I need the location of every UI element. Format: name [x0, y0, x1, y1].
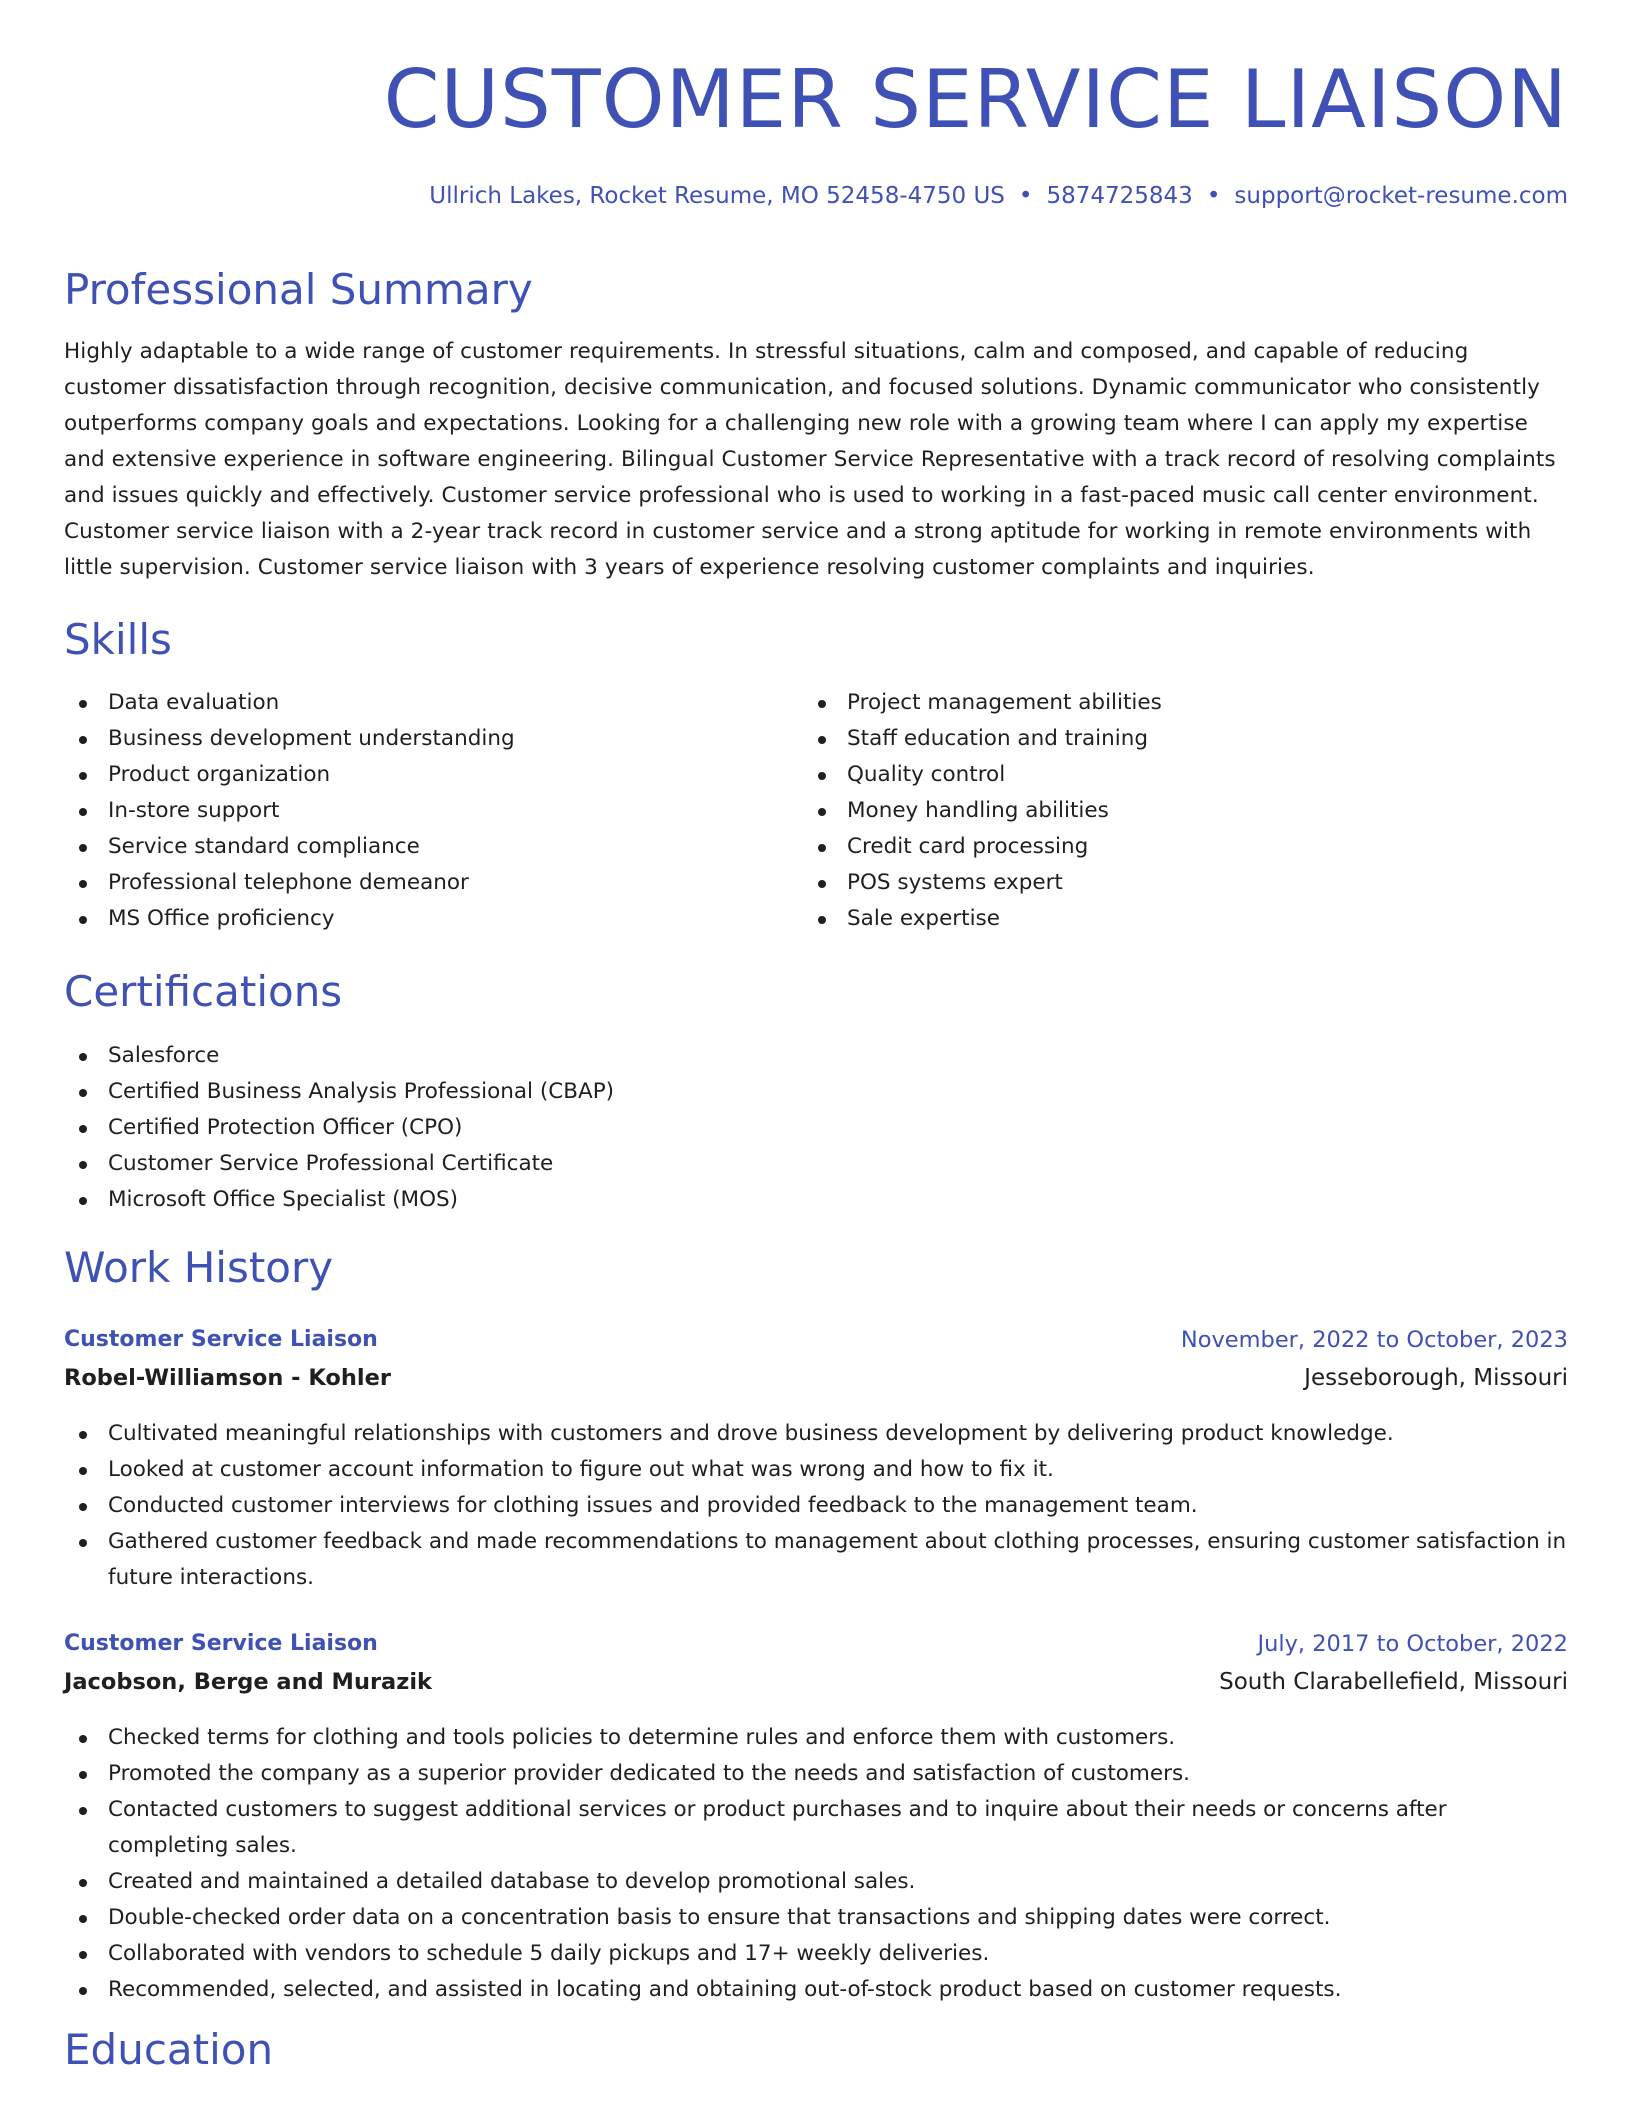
skill-item: Business development understanding	[64, 721, 784, 757]
skill-item: Professional telephone demeanor	[64, 865, 784, 901]
contact-separator: •	[1206, 183, 1221, 209]
resume-title: CUSTOMER SERVICE LIAISON	[383, 53, 1568, 146]
skill-item: Quality control	[803, 757, 1523, 793]
contact-phone[interactable]: 5874725843	[1046, 183, 1193, 209]
job-bullets	[64, 1720, 1568, 2008]
skill-item: MS Office proficiency	[64, 901, 784, 937]
job-dates: July, 2017 to October, 2022	[1257, 1631, 1568, 1657]
contact-email[interactable]: support@rocket-resume.com	[1234, 183, 1568, 209]
skill-item: Data evaluation	[64, 685, 784, 721]
job-bullets	[64, 1416, 1568, 1596]
job-company: Jacobson, Berge and Murazik	[64, 1669, 433, 1695]
job-bullet: Promoted the company as a superior provider dedicated to the needs and satisfaction of customers.	[64, 1756, 1568, 1792]
job-bullet: Double-checked order data on a concentration basis to ensure that transactions and shipping dates were correct.	[64, 1900, 1568, 1936]
certification-item: Microsoft Office Specialist (MOS)	[64, 1182, 1568, 1218]
job-bullet: Created and maintained a detailed database to develop promotional sales.	[64, 1864, 1568, 1900]
contact-line	[429, 180, 1568, 212]
skill-item: Sale expertise	[803, 901, 1523, 937]
summary-heading: Professional Summary	[64, 265, 533, 314]
job-bullet: Collaborated with vendors to schedule 5 daily pickups and 17+ weekly deliveries.	[64, 1936, 1568, 1972]
job-bullet: Conducted customer interviews for clothing issues and provided feedback to the management team.	[64, 1488, 1568, 1524]
job-header	[64, 1322, 1568, 1391]
education-heading: Education	[64, 2025, 274, 2074]
certification-item: Certified Protection Officer (CPO)	[64, 1110, 1568, 1146]
certification-item: Salesforce	[64, 1038, 1568, 1074]
job-bullet: Contacted customers to suggest additional services or product purchases and to inquire about their needs or concerns after completing sales.	[64, 1792, 1568, 1864]
contact-separator: •	[1018, 183, 1033, 209]
certification-item: Customer Service Professional Certificate	[64, 1146, 1568, 1182]
job-title: Customer Service Liaison	[64, 1327, 378, 1352]
skill-item: Staff education and training	[803, 721, 1523, 757]
job-bullet: Looked at customer account information to figure out what was wrong and how to fix it.	[64, 1452, 1568, 1488]
skill-item: POS systems expert	[803, 865, 1523, 901]
skills-list-right	[803, 685, 1523, 937]
job-company: Robel-Williamson - Kohler	[64, 1365, 391, 1391]
skills-heading: Skills	[64, 615, 172, 664]
skills-list-left	[64, 685, 784, 937]
summary-text: Highly adaptable to a wide range of customer requirements. In stressful situations, calm and composed, and capable of reducing customer dissatisfaction through recognition, decisive communication, and focused solutions. Dynamic communicator who consistently outperforms company goals and expectations. Looking for a challenging new role with a growing team where I can apply my expertise and extensive experience in software engineering. Bilingual Customer Service Representative with a track record of resolving complaints and issues quickly and effectively. Customer service professional who is used to working in a fast-paced music call center environment. Customer service liaison with a 2-year track record in customer service and a strong aptitude for working in remote environments with little supervision. Customer service liaison with 3 years of experience resolving customer complaints and inquiries.	[64, 339, 1556, 580]
skill-item: Project management abilities	[803, 685, 1523, 721]
skill-item: Money handling abilities	[803, 793, 1523, 829]
certification-item: Certified Business Analysis Professional (CBAP)	[64, 1074, 1568, 1110]
skill-item: Service standard compliance	[64, 829, 784, 865]
job-location: Jesseborough, Missouri	[1304, 1365, 1568, 1391]
job-header	[64, 1626, 1568, 1695]
job-bullet: Recommended, selected, and assisted in locating and obtaining out-of-stock product based on customer requests.	[64, 1972, 1568, 2008]
job-bullet: Gathered customer feedback and made recommendations to management about clothing processes, ensuring customer satisfaction in future interactions.	[64, 1524, 1568, 1596]
skill-item: In-store support	[64, 793, 784, 829]
job-location: South Clarabellefield, Missouri	[1219, 1669, 1568, 1695]
skill-item: Credit card processing	[803, 829, 1523, 865]
job-bullet: Checked terms for clothing and tools policies to determine rules and enforce them with customers.	[64, 1720, 1568, 1756]
job-bullet: Cultivated meaningful relationships with customers and drove business development by delivering product knowledge.	[64, 1416, 1568, 1452]
contact-address: Ullrich Lakes, Rocket Resume, MO 52458-4750 US	[429, 183, 1005, 209]
certifications-list	[64, 1038, 1568, 1218]
certifications-heading: Certifications	[64, 967, 343, 1016]
work-history-heading: Work History	[64, 1243, 334, 1292]
job-title: Customer Service Liaison	[64, 1631, 378, 1656]
skill-item: Product organization	[64, 757, 784, 793]
job-dates: November, 2022 to October, 2023	[1180, 1327, 1568, 1353]
